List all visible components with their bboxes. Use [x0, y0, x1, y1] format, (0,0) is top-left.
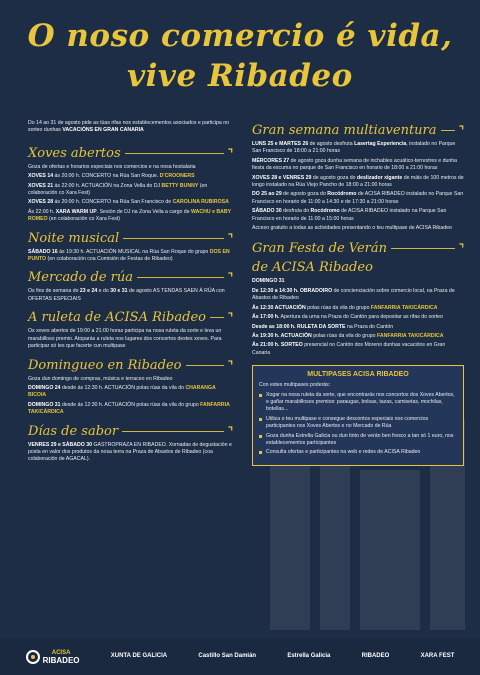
section-gran-semana — [252, 122, 464, 232]
section-title: Gran semana multiaventura — [252, 123, 437, 138]
event-item: Desde as 18:00 h. RULETA DA SORTE na Praza do Cantón — [252, 323, 394, 330]
bracket-mark: ⌝ — [227, 424, 233, 438]
bracket-mark: ⌝ — [458, 124, 464, 137]
section-dias-de-sabor — [28, 423, 233, 464]
section-title: Mercado de rúa — [28, 270, 134, 286]
event-item: XOVES 21 ás 22:00 h. ACTUACIÓN na Zona Vella do DJ BETTY BUNNY (en colaboración co Xara Fest) — [28, 182, 208, 197]
sponsor-footer — [0, 638, 480, 675]
event-item: Os fins de semana do 23 e 24 e do 30 e 31 de agosto AS TENDAS SAEN Á RÚA con OFERTAS ESPECIAIS — [28, 288, 225, 302]
bracket-mark: ⌝ — [227, 311, 233, 325]
section-noite-musical — [28, 230, 233, 264]
section-ruleta — [28, 309, 233, 350]
event-item: DOMINGO 24 desde ás 12:30 h. ACTUACIÓN polas rúas da vila do CHARANGA BICOIA — [28, 384, 216, 399]
section-title: Domingueo en Ribadeo — [28, 357, 182, 373]
bracket-mark: ⌝ — [227, 231, 233, 245]
event-item: XOVES 28 ás 20:00 h. CONCERTO na Rúa San Francisco de CAROLINA RUBIROSA — [28, 199, 229, 206]
section-title: Días de sabor — [28, 423, 119, 439]
left-column — [28, 120, 233, 470]
intro-prize: VACACIÓNS EN GRAN CANARIA — [62, 127, 144, 134]
divider — [137, 277, 224, 278]
divider — [123, 238, 224, 239]
event-item: XOVES 28 e VENRES 29 de agosto goza do deslizador xigante de máis de 100 metros de longo instalado na Rúa Viejo Pancho de 18:00 a 21:00 horas — [252, 174, 464, 189]
section-xoves-abertos — [28, 145, 233, 224]
section-note: Acceso gratuito a todas as actividades presentando o teu multipase de ACISA Ribadeo — [252, 225, 452, 232]
page-title — [0, 16, 480, 96]
list-item: Goza dunha Estrella Galicia ou dun tinto de verán ben fresco a tan só 1 euro, nos establecementos participantes — [259, 433, 457, 448]
divider — [441, 130, 455, 131]
title-line-2: vive Ribadeo — [127, 58, 353, 94]
acisa-logo: ACISA RIBADEO — [26, 649, 80, 665]
event-item: SÁBADO 16 ás 19:30 h. ACTUACIÓN MUSICAL na Rúa San Roque do grupo DOS EN PUNTO (en colaboración coa Comisión de Festas de Ribadeo) — [28, 248, 230, 263]
divider — [391, 248, 455, 249]
event-item: Ás 19:30 h. ACTUACIÓN polas rúas da vila do grupo FANFARRIA TAKICÁRDICA — [252, 332, 444, 339]
xara-fest-logo: XARA FEST — [420, 653, 455, 659]
section-title: A ruleta de ACISA Ribadeo — [28, 310, 206, 326]
section-intro: Goza dun domingo de compras, música e terraceo en Ribadeo — [28, 375, 173, 382]
event-item: VENRES 29 e SÁBADO 30 GASTROPRAZA EN RIBADEO. Xornadas de degustación e posta en valor dos produtos da nosa terra na Praza de Abastos de Ribadeo (coa colaboración de AGACAL). — [28, 441, 232, 463]
acisa-circle-icon — [26, 650, 40, 664]
section-mercado-de-rua — [28, 269, 233, 303]
event-item: De 12:30 a 14:30 h. OBRADOIRO de concienciación sobre comercio local, na Praza de Abastos de Ribadeo — [252, 287, 455, 302]
bracket-mark: ⌝ — [227, 358, 233, 372]
estrella-galicia-logo: Estrella Galicia — [287, 653, 331, 659]
divider — [210, 317, 224, 318]
section-title: Noite musical — [28, 230, 120, 246]
event-item: XOVES 14 ás 20:00 h. CONCERTO na Rúa San Roque. D'CROONERS — [28, 173, 195, 180]
event-item: SÁBADO 30 desfruta do Rocódromo de ACISA RIBADEO instalado na Parque San Francisco en horario de 11:00 a 15:00 horas — [252, 208, 447, 222]
list-item: Xogar na nosa ruleta da sorte, que encontrarás nos concertos dos Xoves Abertos, e gañar marabillosos premios: paraugas, bolsas, tazas, camisetas, mochilas, botellas... — [259, 392, 457, 414]
event-item: Os xoves abertos de 19:00 a 21:00 horas participa na nosa ruleta da sorte e leva un marabilloso premio. Atoparás a ruleta nos lugares dos concertos destes xoves. Para participar só tes que facerte cun multipase — [28, 328, 222, 350]
multipases-list — [259, 392, 457, 457]
ribadeo-logo: RIBADEO — [361, 653, 390, 659]
event-item: Ás 12:30 ACTUACIÓN polas rúas da vila do grupo FANFARRIA TAKICÁRDICA — [252, 304, 438, 311]
multipases-intro: Con estes multipases poderás: — [259, 382, 331, 389]
xunta-logo: XUNTA DE GALICIA — [110, 653, 168, 659]
multipases-box — [252, 365, 464, 466]
bracket-mark: ⌝ — [227, 271, 233, 285]
event-item: MÉRCORES 27 de agosto goza dunha semana de inchables acuático-terrestres e dunha fiesta da escuma no parque de San Francisco en horario de 18:00 a 21:00 horas — [252, 157, 458, 172]
list-item: Consulta ofertas e participantes na web e redes de ACISA Ribadeo — [259, 449, 457, 456]
intro-text: Do 14 ao 31 de agosto pide as túas rifas nos establecementos asociados e participa no sorteo dunhas VACACIÓNS EN GRAN CANARIA — [28, 120, 230, 134]
section-intro: Goza de ofertas e horarios especiais nos comercios e na nosa hostalaria — [28, 163, 196, 170]
event-item: DOMINGO 31 desde ás 12:30 h. ACTUACIÓN polas rúas da vila do grupo FANFARRIA TAKICÁRDICA — [28, 401, 230, 416]
event-item: Ás 21:00 h. SORTEO presencial no Cantón dos Moreno dunhas vacacións en Gran Canaria — [252, 342, 446, 356]
divider — [125, 153, 224, 154]
event-item: DO 25 ao 29 de agosto goza do Rocódromo de ACISA RIBADEO instalado no Parque San Francisco en horario de 11:00 a 14:30 e de 17:30 a 21:00 horas — [252, 191, 464, 205]
section-domingueo — [28, 357, 233, 417]
divider — [186, 365, 224, 366]
section-title: Xoves abertos — [28, 145, 121, 161]
event-day: DOMINGO 31 — [252, 278, 285, 285]
section-title: Gran Festa de Verán — [252, 241, 388, 257]
list-item: Utiliza o teu multipase e consegue descontos especiais nos comercios participantes nos Xoves Abertos e no Mercado de Rúa — [259, 416, 457, 431]
section-subtitle: de ACISA Ribadeo — [252, 260, 373, 276]
bracket-mark: ⌝ — [458, 242, 464, 256]
event-item: Ás 22:00 h. XARA WARM UP. Sesión de DJ na Zona Vella a cargo de WACHU e BABY ROMEO (en colaboración co Xara Fest) — [28, 208, 231, 223]
section-gran-festa — [252, 240, 464, 357]
multipases-title: MULTIPASES ACISA RIBADEO — [307, 371, 409, 379]
event-item: Ás 17:00 h. Apertura da urna na Praza do Cantón para depositar as rifas do sorteo — [252, 314, 443, 321]
divider — [122, 431, 224, 432]
bracket-mark: ⌝ — [227, 146, 233, 160]
castillo-logo: Castillo San Damián — [198, 653, 257, 659]
event-item: LUNS 25 e MARTES 26 de agosto desfruta Lasertag Experiencia, instalado no Parque San Francisco de 18:00 a 21:00 horas — [252, 141, 456, 155]
title-line-1: O noso comercio é vida, — [27, 18, 453, 54]
right-column — [252, 122, 464, 466]
